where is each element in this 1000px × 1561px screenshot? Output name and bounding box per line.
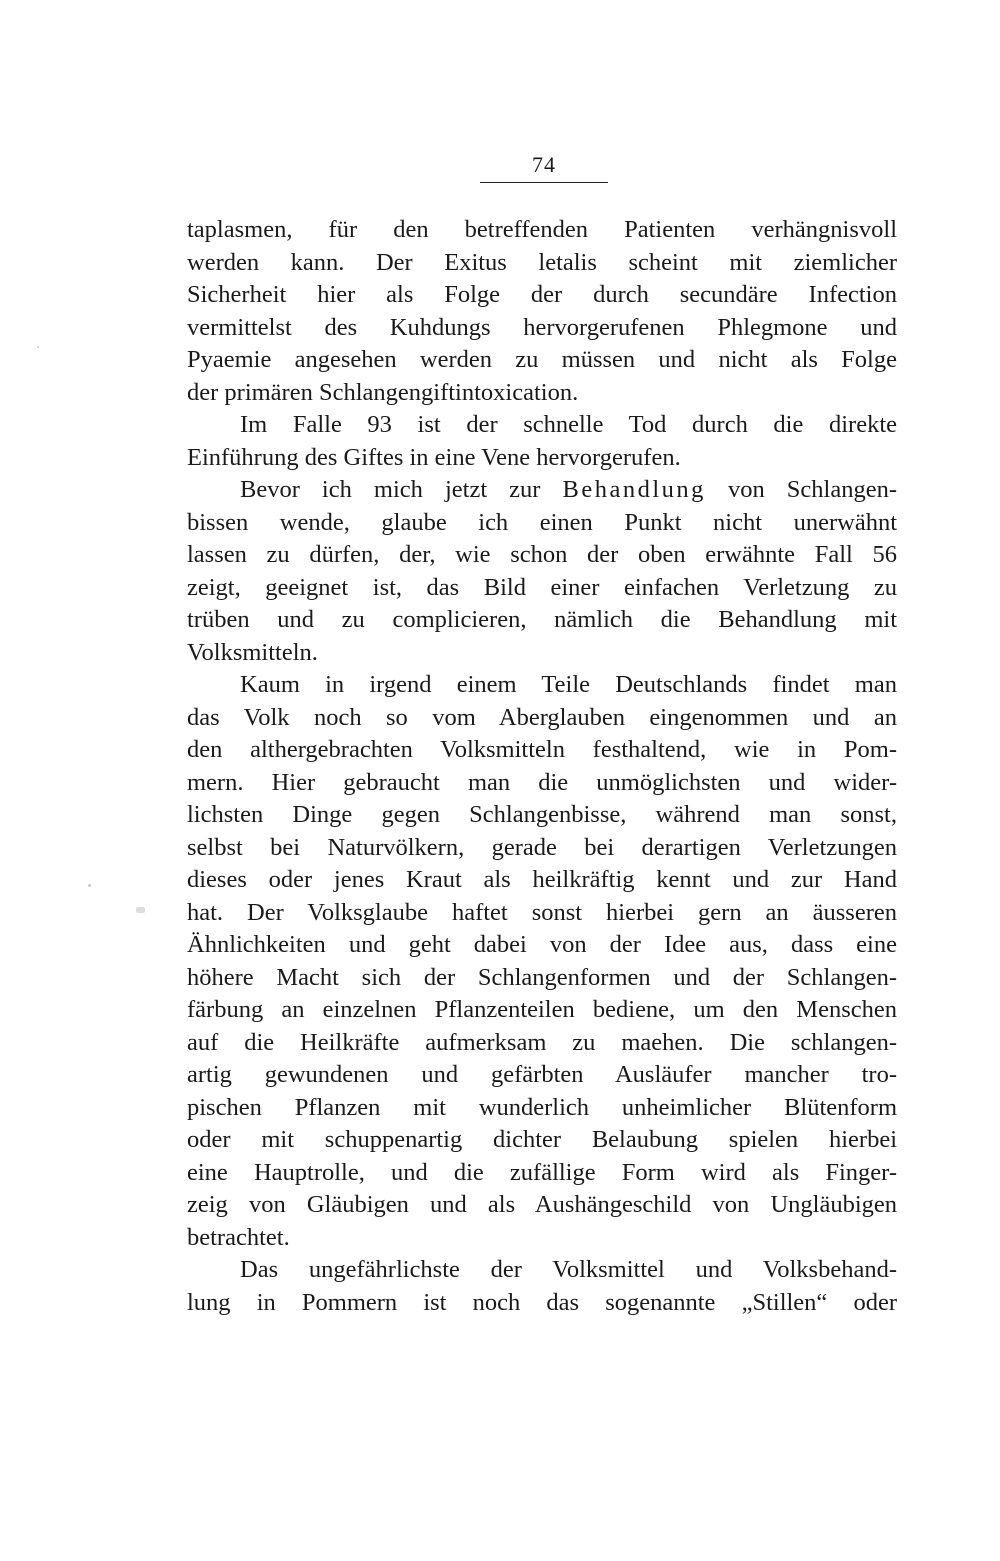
text-line: hat. Der Volksglaube haftet sonst hierbei gern an äusseren	[187, 898, 897, 926]
text-line: Pyaemie angesehen werden zu müssen und nicht als Folge	[187, 346, 897, 373]
text-line: der primären Schlangengiftintoxication.	[187, 378, 579, 406]
text-line	[187, 474, 897, 507]
scan-speck	[88, 884, 91, 887]
text-line: auf die Heilkräfte aufmerksam zu maehen. Die schlangen-	[187, 1028, 897, 1056]
paragraph	[187, 474, 897, 669]
text-line: färbung an einzelnen Pflanzenteilen bediene, um den Menschen	[187, 996, 897, 1023]
text-line: lassen zu dürfen, der, wie schon der oben erwähnte Fall 56	[187, 541, 897, 568]
paragraph	[187, 1254, 897, 1319]
paragraph	[187, 669, 897, 1254]
text-line: eine Hauptrolle, und die zufällige Form wird als Finger-	[187, 1158, 897, 1186]
text-line: pischen Pflanzen mit wunderlich unheimlicher Blütenform	[187, 1093, 897, 1121]
text-line: selbst bei Naturvölkern, gerade bei derartigen Verletzungen	[187, 833, 897, 861]
text-line: artig gewundenen und gefärbten Ausläufer mancher tro-	[187, 1061, 897, 1088]
paragraph	[187, 409, 897, 474]
text-line: bissen wende, glaube ich einen Punkt nicht unerwähnt	[187, 508, 897, 536]
body-text	[187, 214, 897, 1319]
scan-speck	[136, 907, 145, 913]
text-line: Sicherheit hier als Folge der durch secundäre Infection	[187, 281, 897, 308]
text-line: Einführung des Giftes in eine Vene hervorgerufen.	[187, 443, 681, 471]
text-line: vermittelst des Kuhdungs hervorgerufenen Phlegmone und	[187, 313, 897, 341]
text-line: lichsten Dinge gegen Schlangenbisse, während man sonst,	[187, 801, 897, 828]
text-line: das Volk noch so vom Aberglauben eingenommen und an	[187, 703, 897, 731]
text-line: trüben und zu complicieren, nämlich die Behandlung mit	[187, 606, 897, 633]
text-line: werden kann. Der Exitus letalis scheint mit ziemlicher	[187, 248, 897, 276]
text-run: von Schlangen-	[705, 476, 897, 503]
text-line: Ähnlichkeiten und geht dabei von der Idee aus, dass eine	[187, 931, 897, 958]
text-line: Das ungefährlichste der Volksmittel und Volksbehand-	[240, 1256, 897, 1283]
text-line: den althergebrachten Volksmitteln festhaltend, wie in Pom-	[187, 736, 897, 763]
text-line: oder mit schuppenartig dichter Belaubung spielen hierbei	[187, 1126, 897, 1153]
text-line: zeig von Gläubigen und als Aushängeschild von Ungläubigen	[187, 1191, 897, 1218]
page-number: 74	[532, 152, 556, 177]
text-line: taplasmen, für den betreffenden Patienten verhängnisvoll	[187, 216, 897, 243]
paragraph	[187, 214, 897, 409]
text-line: mern. Hier gebraucht man die unmöglichsten und wider-	[187, 768, 897, 796]
text-line: höhere Macht sich der Schlangenformen und der Schlangen-	[187, 963, 897, 991]
text-run: Bevor ich mich jetzt zur	[240, 476, 563, 503]
text-line: zeigt, geeignet ist, das Bild einer einfachen Verletzung zu	[187, 573, 897, 601]
text-line: Volksmitteln.	[187, 638, 318, 666]
text-line: lung in Pommern ist noch das sogenannte „Stillen“ oder	[187, 1288, 897, 1316]
text-line: dieses oder jenes Kraut als heilkräftig kennt und zur Hand	[187, 866, 897, 893]
text-line: Kaum in irgend einem Teile Deutschlands findet man	[240, 671, 897, 698]
scan-speck	[37, 346, 39, 348]
text-line: betrachtet.	[187, 1223, 290, 1251]
page-number-rule	[480, 182, 608, 183]
text-line: Im Falle 93 ist der schnelle Tod durch die direkte	[240, 411, 897, 438]
emphasized-term: Behandlung	[562, 476, 706, 503]
